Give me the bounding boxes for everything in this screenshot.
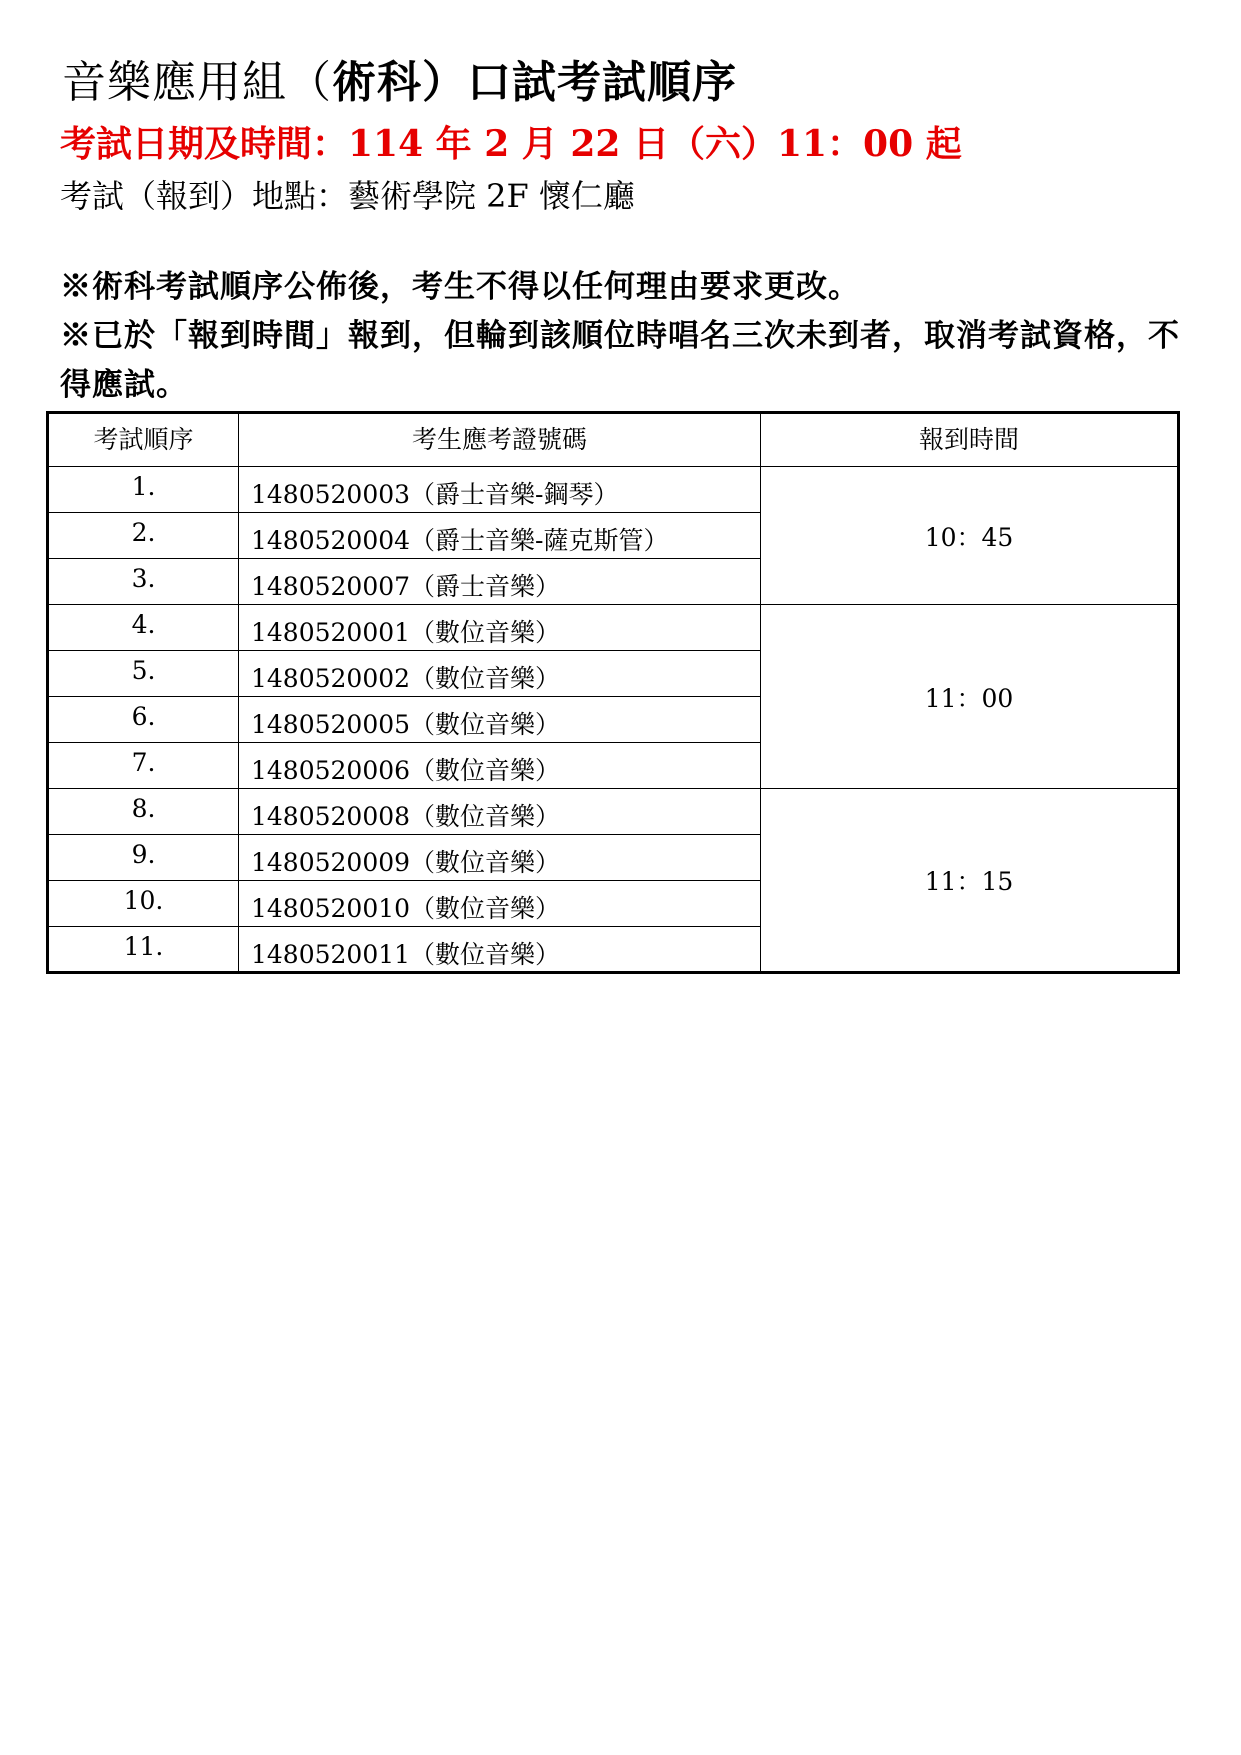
header-report-time: 報到時間 (761, 413, 1179, 467)
exam-id-cell: 1480520003（爵士音樂-鋼琴） (239, 467, 761, 513)
exam-id-cell: 1480520007（爵士音樂） (239, 559, 761, 605)
exam-id-cell: 1480520009（數位音樂） (239, 835, 761, 881)
order-cell: 10. (48, 881, 239, 927)
order-cell: 5. (48, 651, 239, 697)
report-time-cell: 11：00 (761, 605, 1179, 789)
order-cell: 11. (48, 927, 239, 973)
report-time-cell: 10：45 (761, 467, 1179, 605)
table-row (48, 605, 1179, 651)
exam-id-cell: 1480520006（數位音樂） (239, 743, 761, 789)
exam-id-cell: 1480520004（爵士音樂-薩克斯管） (239, 513, 761, 559)
title-prefix: 音樂應用組（ (62, 57, 332, 108)
order-cell: 7. (48, 743, 239, 789)
page-title (62, 48, 737, 118)
order-cell: 9. (48, 835, 239, 881)
exam-id-cell: 1480520001（數位音樂） (239, 605, 761, 651)
title-subject: 術科 (332, 57, 422, 108)
table-row (48, 467, 1179, 513)
header-exam-order: 考試順序 (48, 413, 239, 467)
exam-id-cell: 1480520005（數位音樂） (239, 697, 761, 743)
exam-datetime: 考試日期及時間：114 年 2 月 22 日（六）11：00 起 (60, 123, 962, 165)
exam-id-cell: 1480520002（數位音樂） (239, 651, 761, 697)
note-absence: ※已於「報到時間」報到，但輪到該順位時唱名三次未到者，取消考試資格，不得應試。 (60, 318, 1180, 403)
order-cell: 4. (48, 605, 239, 651)
exam-order-table (46, 411, 1180, 974)
exam-id-cell: 1480520008（數位音樂） (239, 789, 761, 835)
order-cell: 1. (48, 467, 239, 513)
order-cell: 6. (48, 697, 239, 743)
order-cell: 3. (48, 559, 239, 605)
order-cell: 2. (48, 513, 239, 559)
title-suffix: ）口試考試順序 (422, 57, 737, 108)
report-time-cell: 11：15 (761, 789, 1179, 973)
exam-id-cell: 1480520010（數位音樂） (239, 881, 761, 927)
table-row (48, 789, 1179, 835)
exam-id-cell: 1480520011（數位音樂） (239, 927, 761, 973)
exam-location: 考試（報到）地點：藝術學院 2F 懷仁廳 (60, 177, 635, 215)
note-no-change: ※術科考試順序公佈後，考生不得以任何理由要求更改。 (60, 269, 860, 305)
notes (60, 263, 1180, 410)
table-header-row (48, 413, 1179, 467)
header-exam-id: 考生應考證號碼 (239, 413, 761, 467)
order-cell: 8. (48, 789, 239, 835)
